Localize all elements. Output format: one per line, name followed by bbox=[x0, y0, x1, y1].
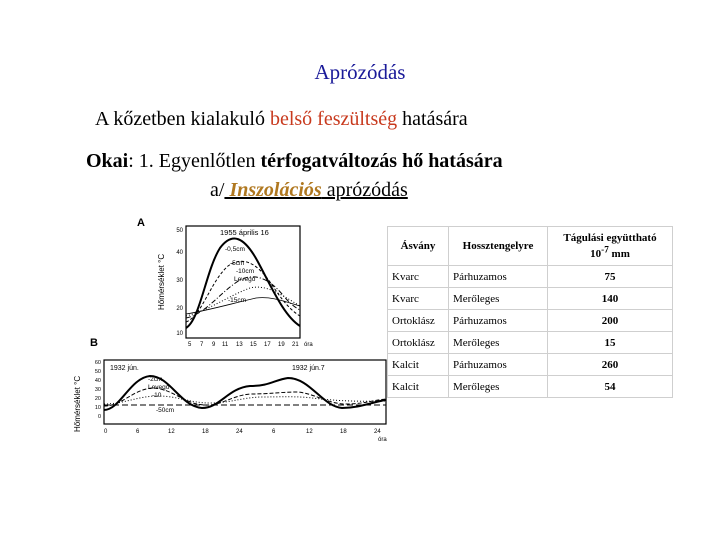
cell-axis: Merőleges bbox=[449, 376, 548, 398]
panel-a-xticks bbox=[188, 342, 313, 348]
panel-a-yticks bbox=[176, 228, 183, 337]
cell-axis: Párhuzamos bbox=[449, 266, 548, 288]
cell-coefficient: 75 bbox=[548, 266, 673, 288]
table-row bbox=[388, 354, 673, 376]
insolation-highlight: Inszolációs bbox=[224, 179, 322, 201]
unit-exponent: -7 bbox=[601, 244, 609, 255]
panel-a-xtick: 17 bbox=[264, 342, 271, 348]
unit-base: 10 bbox=[590, 247, 602, 260]
intro-highlight: belső feszültség bbox=[269, 108, 398, 130]
panel-a-ytick: 30 bbox=[176, 278, 183, 284]
panel-a-ylabel: Hőmérséklet °C bbox=[157, 253, 166, 310]
panel-a-xtick: 15 bbox=[250, 342, 257, 348]
panel-a-xtick: 11 bbox=[222, 342, 229, 348]
causes-prefix: Okai bbox=[86, 150, 129, 172]
panel-b-xticks bbox=[104, 429, 387, 443]
panel-a-labels bbox=[225, 246, 256, 304]
unit-mm: mm bbox=[608, 247, 630, 260]
header-axis: Hossztengelyre bbox=[449, 227, 548, 266]
panel-b-curves bbox=[104, 376, 386, 410]
cell-coefficient: 200 bbox=[548, 310, 673, 332]
panel-a-label: Levegő bbox=[234, 276, 256, 283]
panel-b-date-right: 1932 jún.7 bbox=[292, 365, 325, 372]
intro-text-end: hatására bbox=[397, 108, 468, 130]
temperature-figure bbox=[60, 210, 390, 450]
panel-b-label: -10 bbox=[152, 392, 162, 399]
panel-b-xtick: 18 bbox=[202, 429, 209, 435]
panel-b-ytick: 50 bbox=[94, 369, 101, 375]
panel-a-xtick: 19 bbox=[278, 342, 285, 348]
panel-b-ytick: 0 bbox=[97, 414, 101, 420]
causes-bold: térfogatváltozás hő hatására bbox=[260, 150, 503, 172]
panel-b-xtick: 0 bbox=[104, 429, 108, 435]
panel-a-ytick: 10 bbox=[176, 331, 183, 337]
panel-a-ytick: 50 bbox=[176, 228, 183, 234]
panel-a-letter: A bbox=[137, 217, 145, 229]
cell-axis: Párhuzamos bbox=[449, 310, 548, 332]
cell-mineral: Ortoklász bbox=[388, 310, 449, 332]
panel-a-xtick: 9 bbox=[212, 342, 216, 348]
table-row bbox=[388, 332, 673, 354]
panel-b-ytick: 20 bbox=[94, 396, 101, 402]
panel-b-label: -50cm bbox=[156, 407, 175, 414]
panel-a-label: -5cm bbox=[230, 260, 245, 267]
cell-coefficient: 140 bbox=[548, 288, 673, 310]
panel-b-xunit: óra bbox=[378, 437, 387, 443]
panel-b-xtick: 24 bbox=[374, 429, 381, 435]
panel-a-xtick: 5 bbox=[188, 342, 192, 348]
temperature-charts bbox=[60, 210, 390, 450]
table-row bbox=[388, 288, 673, 310]
panel-b-label: -2cm bbox=[148, 376, 163, 383]
panel-b-xtick: 6 bbox=[272, 429, 276, 435]
panel-a-xtick: 7 bbox=[200, 342, 204, 348]
panel-a-xtick: 13 bbox=[236, 342, 243, 348]
slide-title: Aprózódás bbox=[314, 60, 406, 84]
cell-coefficient: 15 bbox=[548, 332, 673, 354]
panel-a-label: -15cm bbox=[228, 297, 247, 304]
table-header-row bbox=[388, 227, 673, 266]
panel-b-xtick: 18 bbox=[340, 429, 347, 435]
cell-mineral: Kalcit bbox=[388, 354, 449, 376]
header-coefficient bbox=[548, 227, 673, 266]
curve-b-10cm bbox=[104, 396, 386, 404]
expansion-table bbox=[387, 226, 673, 398]
intro-text: A kőzetben kialakuló bbox=[95, 108, 270, 130]
panel-b-frame bbox=[104, 360, 386, 424]
panel-a-xtick: 21 bbox=[292, 342, 299, 348]
insolation-line bbox=[210, 179, 408, 202]
panel-a-ytick: 40 bbox=[176, 250, 183, 256]
cell-axis: Merőleges bbox=[449, 332, 548, 354]
panel-a-ytick: 20 bbox=[176, 306, 183, 312]
cell-axis: Merőleges bbox=[449, 288, 548, 310]
cell-coefficient: 260 bbox=[548, 354, 673, 376]
panel-b-date-left: 1932 jún. bbox=[110, 365, 139, 372]
panel-a-xunit: óra bbox=[304, 342, 313, 348]
curve-b-air bbox=[104, 388, 386, 406]
panel-b-ytick: 30 bbox=[94, 387, 101, 393]
intro-line bbox=[95, 108, 468, 131]
cell-coefficient: 54 bbox=[548, 376, 673, 398]
panel-b-xtick: 12 bbox=[306, 429, 313, 435]
panel-a-date: 1955 április 16 bbox=[220, 228, 269, 237]
panel-b-xtick: 24 bbox=[236, 429, 243, 435]
panel-a-label: -10cm bbox=[236, 268, 255, 275]
table-row bbox=[388, 310, 673, 332]
panel-b-ytick: 60 bbox=[94, 360, 101, 366]
panel-b-ylabel: Hőmérséklet °C bbox=[73, 375, 82, 432]
panel-a-label: -0,5cm bbox=[225, 246, 245, 253]
header-coefficient-unit bbox=[590, 244, 630, 260]
panel-b-letter: B bbox=[90, 337, 98, 349]
cell-mineral: Kvarc bbox=[388, 266, 449, 288]
cell-axis: Párhuzamos bbox=[449, 354, 548, 376]
panel-b-yticks bbox=[95, 360, 101, 420]
cell-mineral: Kalcit bbox=[388, 376, 449, 398]
table-row bbox=[388, 266, 673, 288]
panel-b-label: Levegő bbox=[148, 384, 170, 391]
cell-mineral: Kvarc bbox=[388, 288, 449, 310]
insolation-text: aprózódás bbox=[321, 179, 408, 201]
panel-b-xtick: 6 bbox=[136, 429, 140, 435]
panel-b-ytick: 40 bbox=[94, 378, 101, 384]
cell-mineral: Ortoklász bbox=[388, 332, 449, 354]
panel-b-labels bbox=[148, 376, 174, 414]
header-mineral: Ásvány bbox=[388, 227, 449, 266]
causes-line bbox=[86, 150, 503, 173]
header-coefficient-label: Tágulási együttható bbox=[563, 232, 657, 245]
table-row bbox=[388, 376, 673, 398]
panel-b-ytick: 10 bbox=[94, 405, 101, 411]
panel-b-xtick: 12 bbox=[168, 429, 175, 435]
insolation-prefix: a/ bbox=[210, 179, 225, 201]
causes-text: : 1. Egyenlőtlen bbox=[128, 150, 261, 172]
